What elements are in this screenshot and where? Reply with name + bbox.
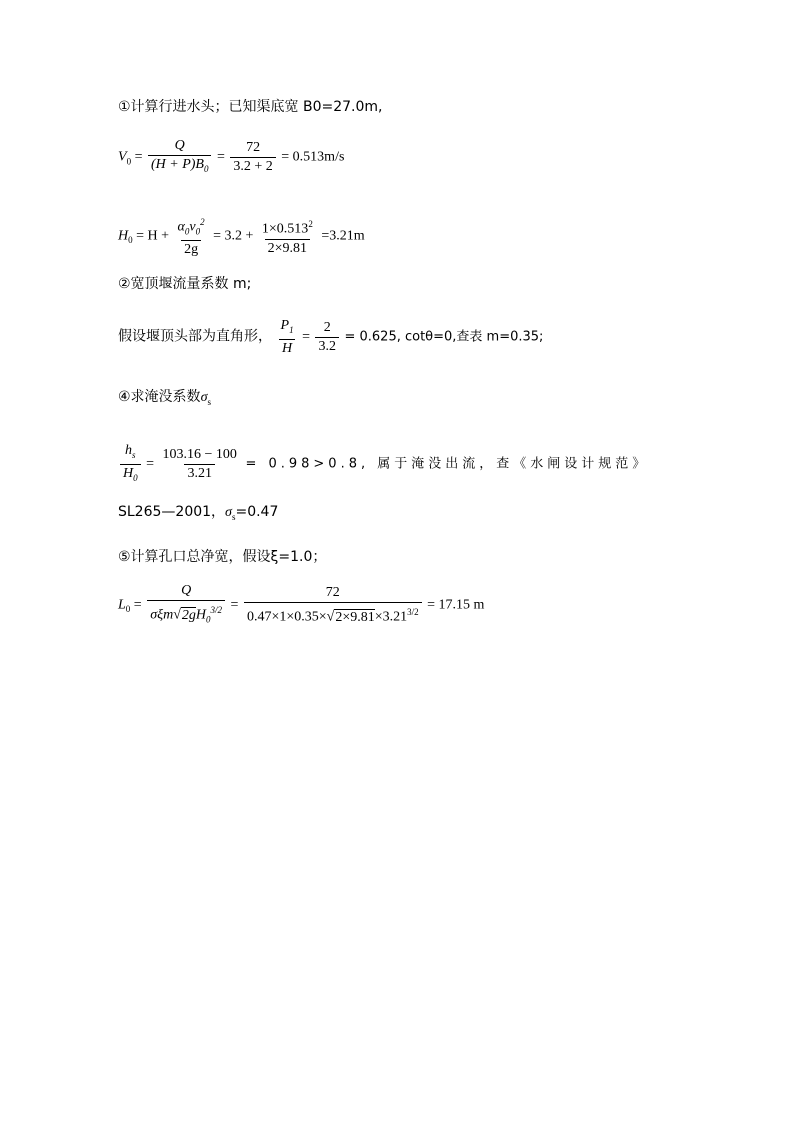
submergence-line: $\frac{h_s}{H_0}$ = $\frac{103.16 - 100}{3.21}$ = 0.98>0.8, 属于淹没出流，查《水闸设计规范》 [118,442,649,487]
hs-h0-fraction [120,442,141,487]
width-equation: $L_0$ = $\frac{Q}{\sigma\xi m√2gH_0^{3/2}}$ = $\frac{72}{0.47\times 1\times 0.35\times√2\times 9.81\times 3.21^{3/2}}$ = 17.15 m [118,582,484,628]
l0-subscript: 0 [125,604,131,615]
h0-f2-numerator: $1\times 0.513^2$ [261,218,313,237]
h0-f2-denominator: 2×9.81 [265,239,310,258]
v0-subscript: 0 [126,156,132,167]
width-fraction-1 [147,582,225,628]
width-f2-numerator: 72 [325,584,340,600]
submergence-fraction [160,446,240,483]
h0-f1-denominator: 2g [181,240,201,259]
step2-result: = 0.625, cotθ=0,查表 m=0.35; [344,329,544,345]
step2-text: 假设堰顶头部为直角形， [118,328,272,345]
p-h-fraction [278,317,297,358]
v0-fraction-2 [230,139,275,176]
submergence-denominator: 3.21 [184,464,215,483]
step4-heading: ④求淹没系数$\sigma_s$ [118,389,211,407]
width-f2-denominator: $0.47\times 1\times 0.35\times√2\times 9.81\times 3.21^{3/2}$ [244,602,422,627]
ratio-fraction [315,319,339,356]
h0-mid: = H + [136,228,170,244]
step1-heading: ①计算行进水头；已知渠底宽 B0=27.0m, [118,99,383,115]
p-h-denominator: H [279,339,295,358]
step5-heading: ⑤计算孔口总净宽，假设ξ=1.0； [118,549,327,565]
h0-denominator: $H_0$ [120,464,141,487]
v0-f1-numerator: Q [174,138,185,153]
ratio-denominator: 3.2 [315,337,339,356]
h0-mid2: = 3.2 + [213,228,254,244]
width-fraction-2 [244,584,422,627]
v0-f1-denominator: $(H + P)B_0$ [148,155,212,178]
h0-fraction-2 [259,215,316,258]
v0-result: = 0.513m/s [281,149,345,165]
p-h-numerator: $P_1$ [280,318,294,335]
width-f1-numerator: Q [181,583,192,598]
submergence-numerator: 103.16 − 100 [162,446,237,462]
ratio-numerator: 2 [323,319,331,335]
v0-f2-numerator: 72 [246,139,261,155]
v0-symbol: V [118,149,127,165]
h0-symbol: H [118,228,129,244]
hs-numerator: $h_s$ [125,443,136,460]
h0-fraction-1 [175,213,208,259]
h0-f1-numerator: $\alpha_0v_0^2$ [177,217,205,237]
submergence-text: = 0.98>0.8, 属于淹没出流，查《水闸设计规范》 [245,456,650,472]
discharge-coefficient-line: 假设堰顶头部为直角形， $\frac{P_1}{H}$ = $\frac{2}{3.2}$ = 0.625, cotθ=0,查表 m=0.35; [118,318,544,356]
step2-heading: ②宽顶堰流量系数 m; [118,276,252,292]
head-equation [118,213,365,259]
h0-subscript: 0 [128,235,133,246]
width-f1-denominator: $\sigma\xi m√2gH_0^{3/2}$ [147,600,225,628]
v0-fraction-1 [148,137,212,178]
width-result: = 17.15 m [427,597,485,613]
v0-f2-denominator: 3.2 + 2 [230,157,275,176]
h0-result: =3.21m [321,228,365,244]
standard-reference-line: SL265—2001，$\sigma_s=0.47$ [118,504,279,522]
l0-symbol: L [118,597,126,613]
velocity-equation: $V_0$ = $\frac{Q}{(H + P)B_0}$ = $\frac{72}{3.2 + 2}$ = 0.513m/s [118,137,344,178]
